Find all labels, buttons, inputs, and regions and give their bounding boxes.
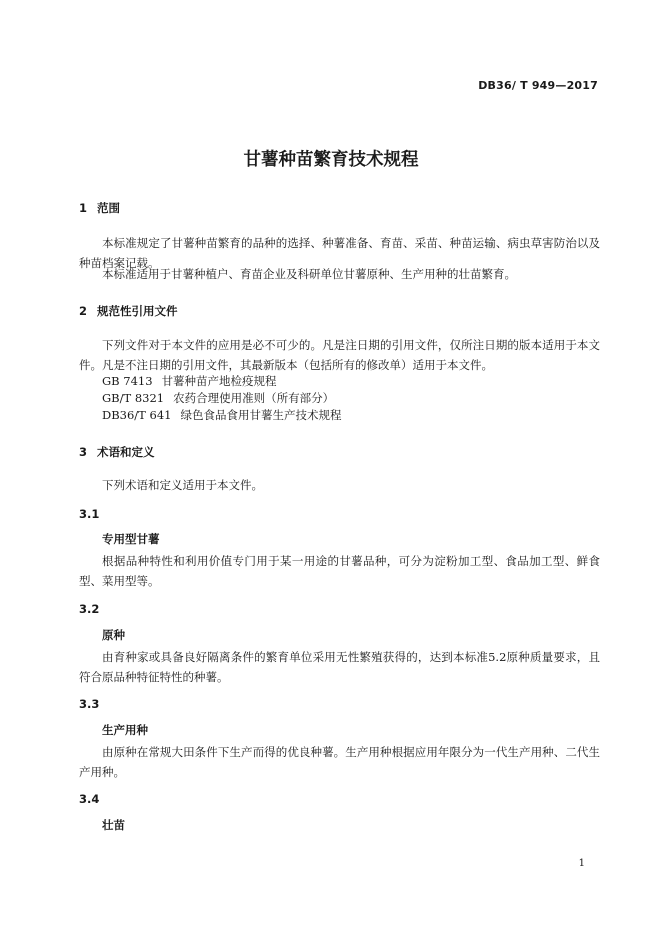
paragraph: 下列术语和定义适用于本文件。 (102, 478, 263, 492)
section-title: 范围 (97, 201, 120, 215)
page-number: 1 (578, 858, 585, 869)
section-heading-terms-definitions (79, 444, 155, 460)
reference-item (102, 373, 277, 389)
reference-name: 绿色食品食用甘薯生产技术规程 (180, 408, 342, 422)
term-name: 原种 (102, 628, 125, 642)
section-title: 规范性引用文件 (97, 304, 178, 318)
section-number: 3 (79, 445, 88, 459)
reference-item (102, 390, 334, 406)
term-number: 3.1 (79, 507, 100, 521)
reference-name: 农药合理使用准则（所有部分） (173, 391, 335, 405)
term-definition: 由原种在常规大田条件下生产而得的优良种薯。生产用种根据应用年限分为一代生产用种、二代生产用种。 (79, 745, 600, 779)
paragraph: 本标准规定了甘薯种苗繁育的品种的选择、种薯准备、育苗、采苗、种苗运输、病虫草害防治以及种苗档案记载。 (79, 236, 600, 270)
section-heading-normative-references (79, 303, 178, 319)
document-title: 甘薯种苗繁育技术规程 (243, 150, 419, 170)
section-heading-scope (79, 200, 120, 216)
term-name: 专用型甘薯 (102, 532, 160, 546)
paragraph: 下列文件对于本文件的应用是必不可少的。凡是注日期的引用文件，仅所注日期的版本适用于本文件。凡是不注日期的引用文件，其最新版本（包括所有的修改单）适用于本文件。 (79, 338, 600, 372)
term-definition: 根据品种特性和利用价值专门用于某一用途的甘薯品种，可分为淀粉加工型、食品加工型、鲜食型、菜用型等。 (79, 554, 600, 588)
term-number: 3.3 (79, 697, 100, 711)
paragraph: 本标准适用于甘薯种植户、育苗企业及科研单位甘薯原种、生产用种的壮苗繁育。 (102, 267, 516, 281)
term-definition: 由育种家或具备良好隔离条件的繁育单位采用无性繁殖获得的，达到本标准5.2原种质量要求，且符合原品种特征特性的种薯。 (79, 650, 600, 684)
section-title: 术语和定义 (97, 445, 155, 459)
term-number: 3.2 (79, 602, 100, 616)
term-number: 3.4 (79, 792, 100, 806)
reference-name: 甘薯种苗产地检疫规程 (161, 374, 277, 388)
reference-item (102, 407, 341, 423)
section-number: 2 (79, 304, 88, 318)
term-name: 生产用种 (102, 723, 148, 737)
standard-code: DB36/ T 949—2017 (478, 79, 598, 92)
reference-code: GB 7413 (102, 374, 153, 388)
term-name: 壮苗 (102, 818, 125, 832)
section-number: 1 (79, 201, 88, 215)
reference-code: DB36/T 641 (102, 408, 172, 422)
reference-code: GB/T 8321 (102, 391, 165, 405)
